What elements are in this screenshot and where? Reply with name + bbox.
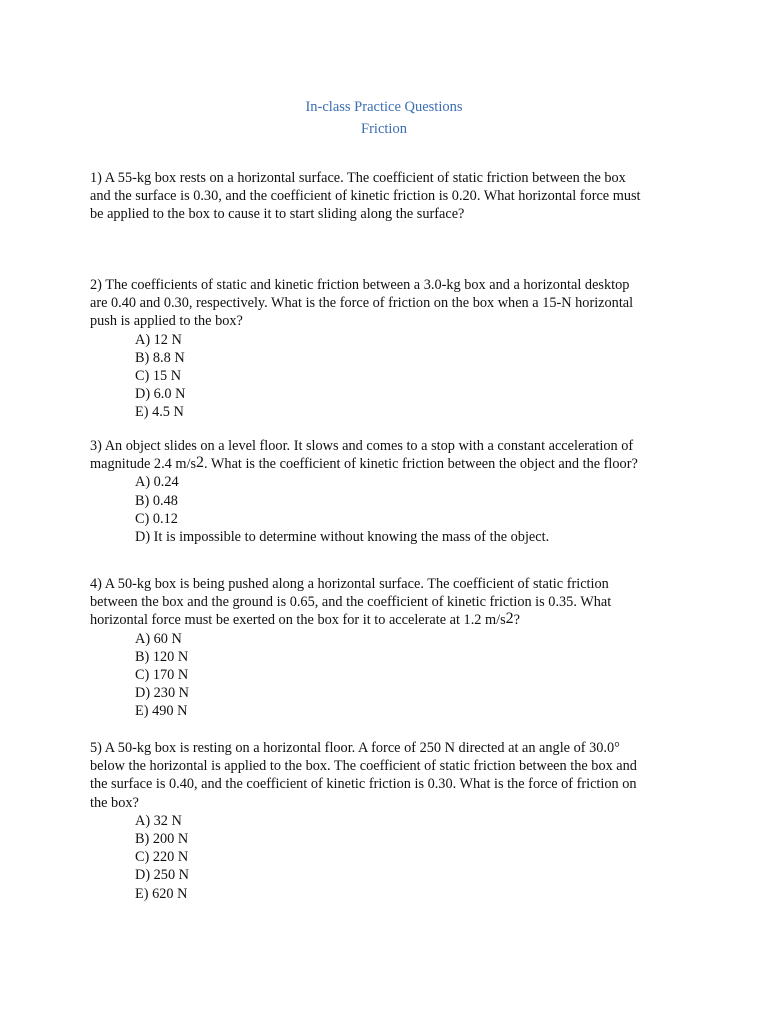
squared-unit: 2: [505, 610, 514, 628]
question-3-stem: [90, 437, 690, 473]
choice-d: D) 6.0 N: [135, 386, 186, 403]
question-2: [90, 276, 690, 422]
choice-c: C) 170 N: [135, 667, 189, 684]
stem-line: and the surface is 0.30, and the coefficient of kinetic friction is 0.20. What horizontal force must: [90, 188, 641, 205]
stem-line: the box?: [90, 794, 139, 811]
choice-c: C) 0.12: [135, 510, 178, 527]
choice-b: B) 120 N: [135, 648, 189, 665]
question-1: [90, 169, 690, 224]
stem-line: [90, 611, 690, 629]
stem-line: the surface is 0.40, and the coefficient of kinetic friction is 0.30. What is the force of friction on: [90, 776, 637, 793]
stem-line: [90, 455, 690, 473]
stem-text: . What is the coefficient of kinetic friction between the object and the floor?: [204, 456, 638, 473]
choice-a: A) 12 N: [135, 331, 182, 348]
stem-line: 5) A 50-kg box is resting on a horizontal floor. A force of 250 N directed at an angle of 30.0°: [90, 740, 620, 756]
page-subtitle: Friction: [361, 121, 407, 137]
choice-e: E) 4.5 N: [135, 404, 184, 421]
choice-e: E) 620 N: [135, 885, 188, 902]
choice-a: A) 60 N: [135, 630, 182, 647]
question-3-choices: [90, 473, 690, 546]
question-5: [90, 739, 690, 903]
choice-b: B) 8.8 N: [135, 349, 185, 366]
choice-d: D) 230 N: [135, 685, 190, 702]
choice-e: E) 490 N: [135, 703, 188, 720]
stem-text: horizontal force must be exerted on the box for it to accelerate at 1.2 m/s: [90, 612, 506, 629]
stem-line: below the horizontal is applied to the box. The coefficient of static friction between the box and: [90, 758, 637, 775]
question-4: [90, 575, 690, 721]
choice-d: D) 250 N: [135, 867, 190, 884]
question-5-choices: [90, 812, 690, 903]
stem-text: magnitude 2.4 m/s: [90, 456, 197, 473]
question-4-choices: [90, 630, 690, 721]
stem-line: are 0.40 and 0.30, respectively. What is the force of friction on the box when a 15-N horizontal: [90, 295, 634, 312]
title-block: [0, 96, 768, 140]
choice-a: A) 32 N: [135, 812, 182, 829]
choice-a: A) 0.24: [135, 474, 179, 491]
stem-line: between the box and the ground is 0.65, and the coefficient of kinetic friction is 0.35. What: [90, 594, 612, 611]
choice-b: B) 0.48: [135, 492, 178, 509]
stem-line: 1) A 55-kg box rests on a horizontal surface. The coefficient of static friction between the box: [90, 170, 626, 186]
stem-line: 3) An object slides on a level floor. It slows and comes to a stop with a constant acceleration of: [90, 438, 634, 454]
stem-line: push is applied to the box?: [90, 313, 243, 330]
squared-unit: 2: [196, 454, 205, 472]
question-2-stem: [90, 276, 690, 331]
choice-c: C) 15 N: [135, 368, 182, 385]
stem-line: 4) A 50-kg box is being pushed along a horizontal surface. The coefficient of static friction: [90, 576, 609, 592]
question-3: [90, 437, 690, 546]
question-2-choices: [90, 331, 690, 422]
page-title: In-class Practice Questions: [305, 99, 463, 115]
choice-d: D) It is impossible to determine without knowing the mass of the object.: [135, 529, 550, 546]
stem-line: be applied to the box to cause it to start sliding along the surface?: [90, 206, 465, 223]
choice-c: C) 220 N: [135, 849, 189, 866]
choice-b: B) 200 N: [135, 831, 189, 848]
stem-line: 2) The coefficients of static and kinetic friction between a 3.0-kg box and a horizontal desktop: [90, 277, 630, 293]
question-4-stem: [90, 575, 690, 630]
question-5-stem: [90, 739, 690, 812]
stem-text: ?: [513, 612, 521, 629]
question-1-stem: [90, 169, 690, 224]
